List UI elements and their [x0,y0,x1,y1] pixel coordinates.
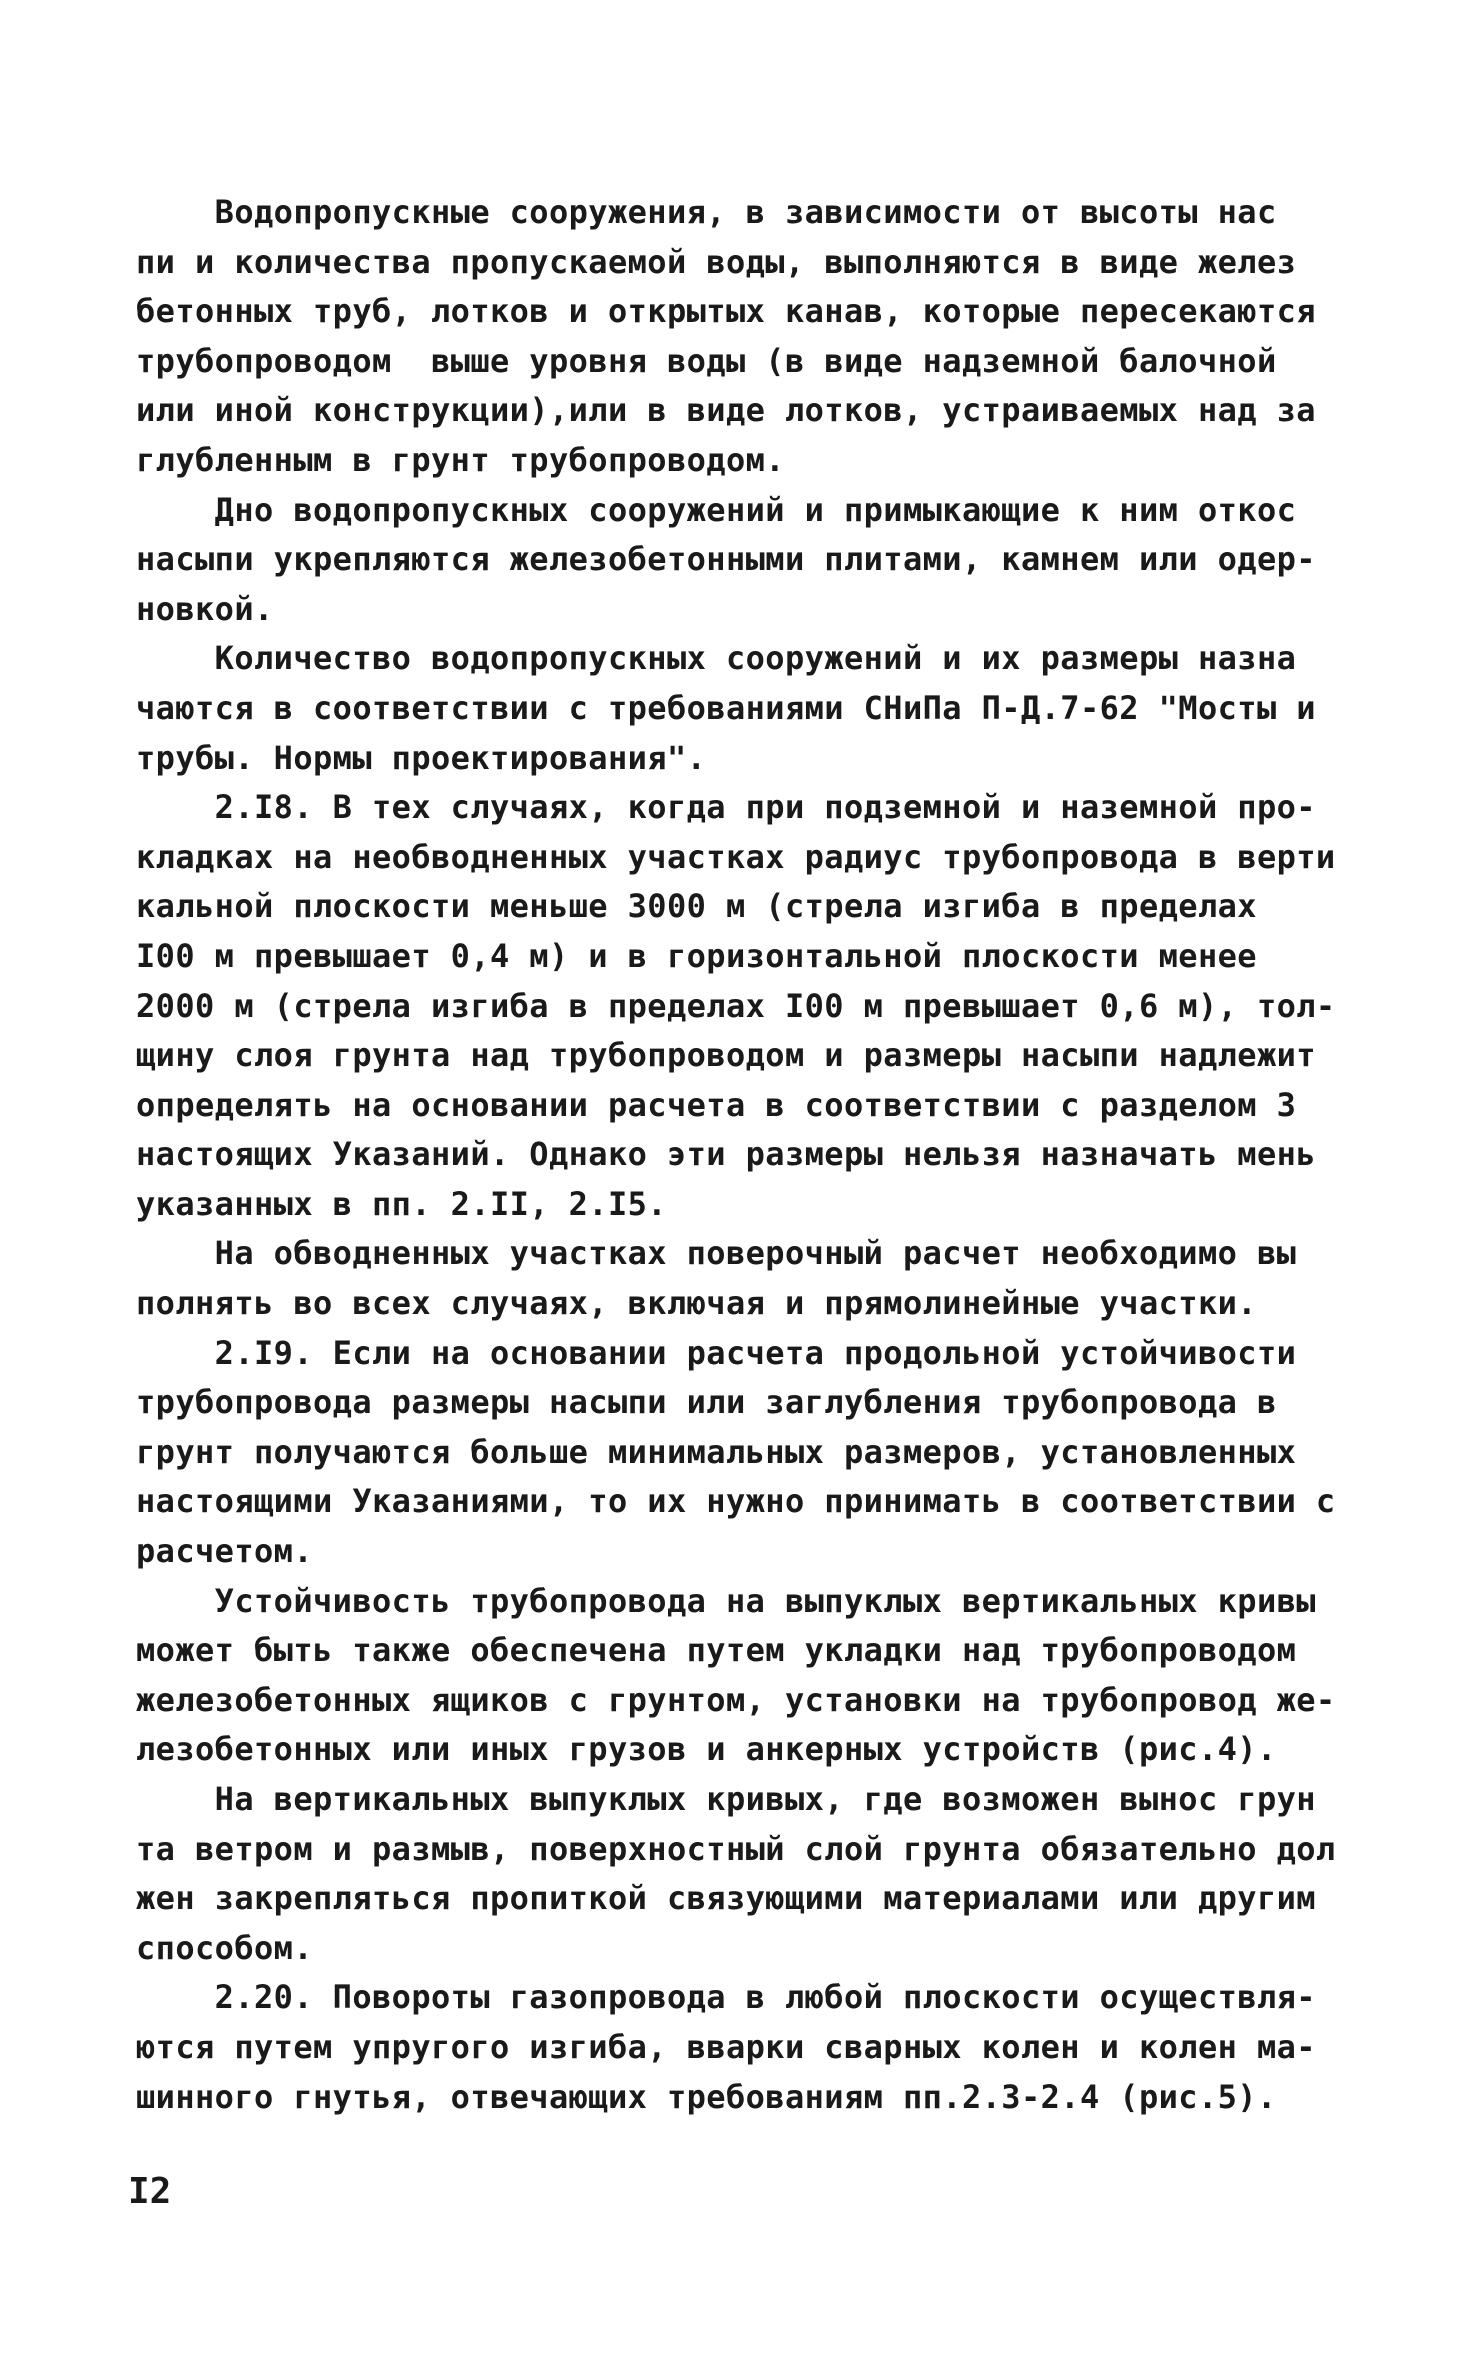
text-line: шинного гнутья, отвечающих требованиям пп.2.3-2.4 (рис.5). [136,2077,1277,2116]
text-line: кладках на необводненных участках радиус трубопровода в верти [136,837,1336,876]
text-line: кальной плоскости меньше 3000 м (стрела изгиба в пределах [136,887,1257,926]
text-line: полнять во всех случаях, включая и прямолинейные участки. [136,1284,1257,1323]
text-line: жен закрепляться пропиткой связующими материалами или другим [136,1879,1316,1918]
text-line: лезобетонных или иных грузов и анкерных устройств (рис.4). [136,1730,1277,1769]
text-line: расчетом. [136,1532,313,1571]
text-line: Количество водопропускных сооружений и их размеры назна [136,639,1297,678]
text-line: та ветром и размыв, поверхностный слой грунта обязательно дол [136,1829,1336,1868]
text-line: 2000 м (стрела изгиба в пределах I00 м превышает 0,6 м), тол- [136,986,1336,1025]
text-line: На обводненных участках поверочный расчет необходимо вы [136,1234,1297,1273]
text-line: пи и количества пропускаемой воды, выполняются в виде желез [136,242,1297,281]
text-line: 2.I9. Если на основании расчета продольной устойчивости [136,1333,1297,1372]
text-line: может быть также обеспечена путем укладки над трубопроводом [136,1631,1297,1670]
page-number: I2 [128,2171,172,2212]
text-line: бетонных труб, лотков и открытых канав, которые пересекаются [136,292,1316,331]
text-line: железобетонных ящиков с грунтом, установки на трубопровод же- [136,1680,1336,1719]
text-line: Водопропускные сооружения, в зависимости от высоты нас [136,193,1277,231]
text-line: грунт получаются больше минимальных размеров, установленных [136,1432,1297,1471]
text-line: определять на основании расчета в соответствии с разделом 3 [136,1085,1297,1124]
text-line: Устойчивость трубопровода на выпуклых вертикальных кривы [136,1581,1316,1620]
text-line: трубы. Нормы проектирования". [136,738,707,777]
text-line: способом. [136,1928,313,1967]
text-line: Дно водопропускных сооружений и примыкающие к ним откос [136,490,1297,529]
text-line: щину слоя грунта над трубопроводом и размеры насыпи надлежит [136,1036,1316,1075]
text-line: ются путем упругого изгиба, вварки сварных колен и колен ма- [136,2027,1316,2066]
text-line: настоящими Указаниями, то их нужно принимать в соответствии с [136,1482,1336,1521]
text-line: 2.I8. В тех случаях, когда при подземной и наземной про- [136,788,1316,827]
text-line: трубопроводом выше уровня воды (в виде надземной балочной [136,341,1277,380]
text-line: настоящих Указаний. Однако эти размеры нельзя назначать мень [136,1135,1316,1174]
text-line: На вертикальных выпуклых кривых, где возможен вынос грун [136,1780,1316,1818]
text-line: чаются в соответствии с требованиями СНиПа П-Д.7-62 "Мосты и [136,688,1316,727]
text-line: I00 м превышает 0,4 м) и в горизонтальной плоскости менее [136,936,1257,975]
text-line: указанных в пп. 2.II, 2.I5. [136,1184,667,1223]
text-line: 2.20. Повороты газопровода в любой плоскости осуществля- [136,1978,1316,2017]
text-line: или иной конструкции),или в виде лотков, устраиваемых над за [136,391,1316,430]
body-text [136,188,1376,2122]
text-line: новкой. [136,589,274,628]
text-line: трубопровода размеры насыпи или заглубления трубопровода в [136,1383,1277,1422]
text-line: глубленным в грунт трубопроводом. [136,440,785,479]
text-line: насыпи укрепляются железобетонными плитами, камнем или одер- [136,540,1316,579]
